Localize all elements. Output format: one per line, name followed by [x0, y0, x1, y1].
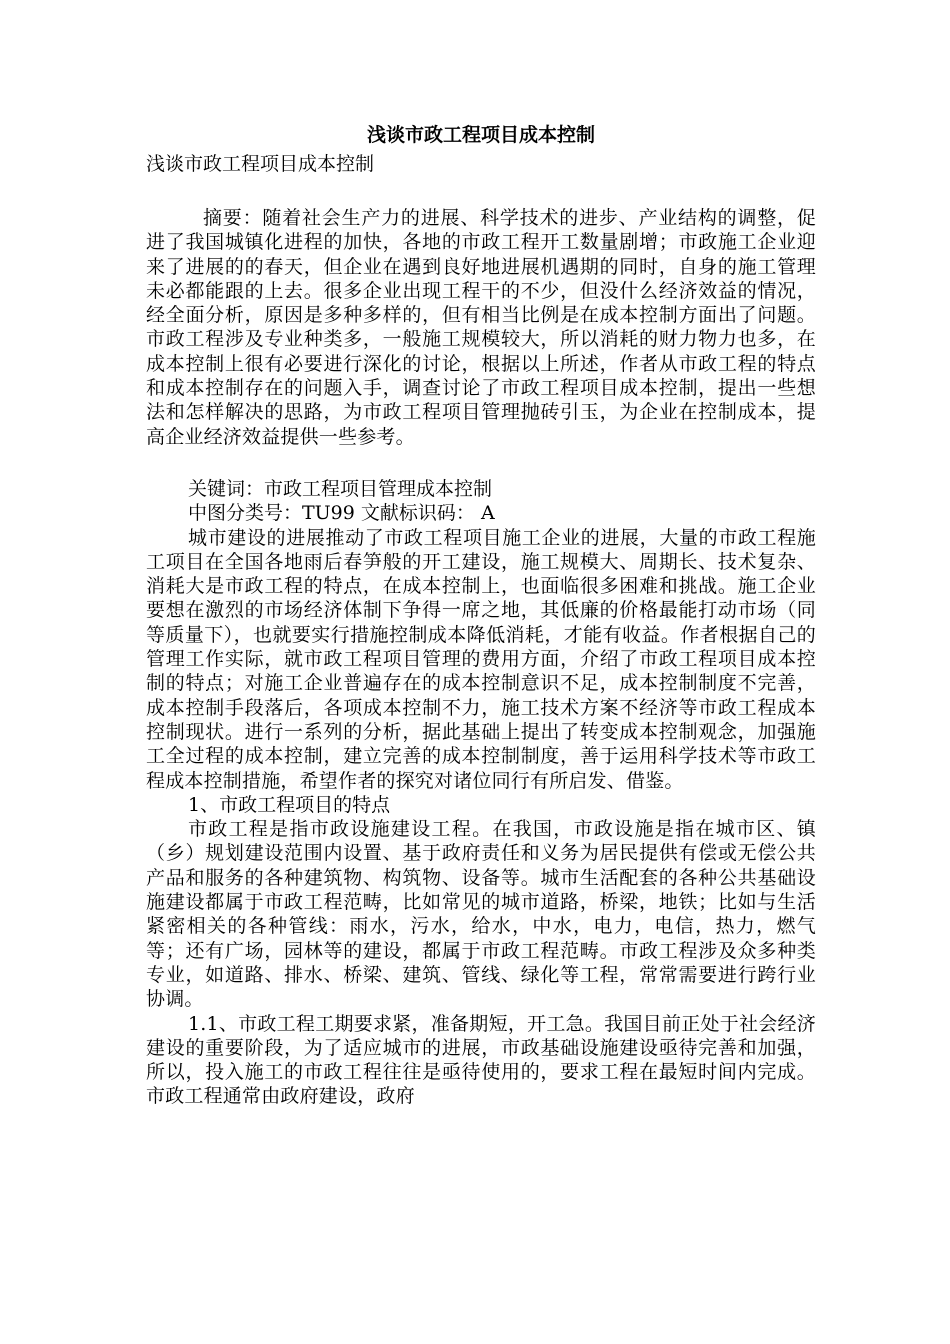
blank-line	[146, 178, 816, 206]
section-1-1-paragraph: 1.1、市政工程工期要求紧，准备期短，开工急。我国目前正处于社会经济建设的重要阶段，为了适应城市的进展，市政基础设施建设亟待完善和加强，所以，投入施工的市政工程往往是亟待使用的，要求工程在最短时间内完成。市政工程通常由政府建设，政府	[146, 1012, 816, 1108]
section-heading-1: 1、市政工程项目的特点	[188, 793, 391, 816]
classification-line: 中图分类号：TU99 文献标识码： A	[188, 502, 495, 525]
keywords-line: 关键词：市政工程项目管理成本控制	[188, 477, 493, 500]
document-page	[146, 120, 816, 1109]
section-1-paragraph: 市政工程是指市政设施建设工程。在我国，市政设施是指在城市区、镇（乡）规划建设范围内设置、基于政府责任和义务为居民提供有偿或无偿公共产品和服务的各种建筑物、构筑物、设备等。城市生活配套的各种公共基础设施建设都属于市政工程范畴，比如常见的城市道路，桥梁，地铁；比如与生活紧密相关的各种管线：雨水，污水，给水，中水，电力，电信，热力，燃气等；还有广场，园林等的建设，都属于市政工程范畴。市政工程涉及众多种类专业，如道路、排水、桥梁、建筑、管线、绿化等工程，常常需要进行跨行业协调。	[146, 818, 816, 1011]
document-subtitle: 浅谈市政工程项目成本控制	[146, 153, 375, 175]
blank-line	[146, 449, 816, 477]
abstract-paragraph: 摘要：随着社会生产力的进展、科学技术的进步、产业结构的调整，促进了我国城镇化进程的加快，各地的市政工程开工数量剧增；市政施工企业迎来了进展的的春天，但企业在遇到良好地进展机遇期的同时，自身的施工管理未必都能跟的上去。很多企业出现工程干的不少，但没什么经济效益的情况，经全面分析，原因是多种多样的，但有相当比例是在成本控制方面出了问题。市政工程涉及专业种类多，一般施工规模较大，所以消耗的财力物力也多，在成本控制上很有必要进行深化的讨论，根据以上所述，作者从市政工程的特点和成本控制存在的问题入手，调查讨论了市政工程项目成本控制，提出一些想法和怎样解决的思路，为市政工程项目管理抛砖引玉，为企业在控制成本，提高企业经济效益提供一些参考。	[146, 207, 816, 448]
document-title: 浅谈市政工程项目成本控制	[366, 124, 595, 146]
intro-paragraph: 城市建设的进展推动了市政工程项目施工企业的进展，大量的市政工程施工项目在全国各地雨后春笋般的开工建设，施工规模大、周期长、技术复杂、消耗大是市政工程的特点，在成本控制上，也面临很多困难和挑战。施工企业要想在激烈的市场经济体制下争得一席之地，其低廉的价格最能打动市场（同等质量下），也就要实行措施控制成本降低消耗，才能有收益。作者根据自己的管理工作实际，就市政工程项目管理的费用方面，介绍了市政工程项目成本控制的特点；对施工企业普遍存在的成本控制意识不足，成本控制制度不完善，成本控制手段落后，各项成本控制不力，施工技术方案不经济等市政工程成本控制现状。进行一系列的分析，据此基础上提出了转变成本控制观念，加强施工全过程的成本控制，建立完善的成本控制制度，善于运用科学技术等市政工程成本控制措施，希望作者的探究对诸位同行有所启发、借鉴。	[146, 526, 816, 792]
